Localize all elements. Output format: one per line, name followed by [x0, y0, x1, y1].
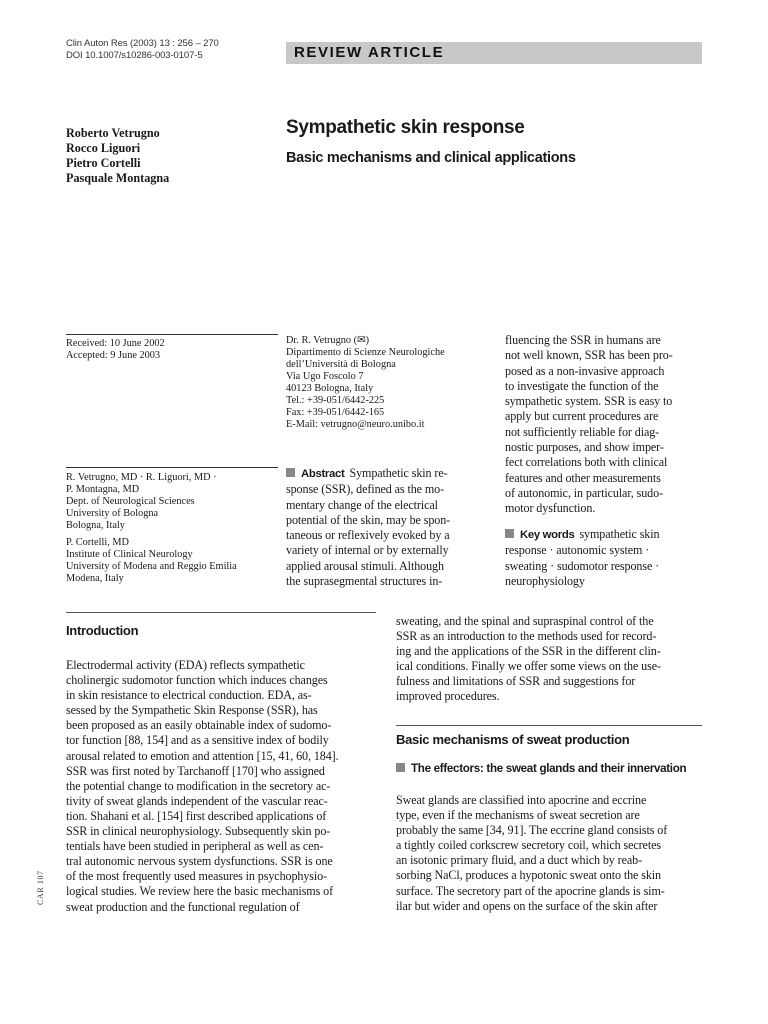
body-line: an isotonic primary fluid, and a duct which by reab-: [396, 853, 643, 868]
abstract-line: features and other measurements: [505, 470, 661, 485]
author-affiliations: [66, 472, 276, 585]
body-line: in skin resistance to electrical conduction. EDA, as-: [66, 688, 312, 703]
email-line: E-Mail: vetrugno@neuro.unibo.it: [286, 419, 425, 430]
abstract-line: sympathetic system. SSR is easy to: [505, 394, 673, 409]
received-accepted-dates: [66, 338, 276, 362]
body-line: improved procedures.: [396, 689, 500, 704]
affiliation-line: Modena, Italy: [66, 573, 124, 584]
correspondence-address: [286, 335, 486, 431]
author-name: Roberto Vetrugno: [66, 126, 160, 140]
body-line: a tightly coiled corkscrew secretory coil, which secretes: [396, 838, 661, 853]
address-line: Tel.: +39-051/6442-225: [286, 395, 385, 406]
affiliation-line: P. Cortelli, MD: [66, 537, 129, 548]
subsection-heading-effectors: [396, 762, 686, 775]
body-line: of the most frequently used measures in psychophysio-: [66, 869, 328, 884]
body-line: type, even if the mechanisms of sweat secretion are: [396, 808, 640, 823]
received-date: Received: 10 June 2002: [66, 338, 165, 349]
square-bullet-icon: [396, 763, 405, 772]
body-line: the potential change to modification in the secretory ac-: [66, 778, 331, 793]
journal-doi: DOI 10.1007/s10286-003-0107-5: [66, 50, 203, 61]
body-line: ing and the applications of the SSR in the different clin-: [396, 644, 661, 659]
introduction-body: [66, 658, 376, 915]
address-line: Dr. R. Vetrugno (✉): [286, 335, 370, 346]
abstract-line: apply but current procedures are: [505, 409, 659, 424]
divider: [396, 725, 702, 726]
divider: [66, 612, 376, 613]
abstract-label: Abstract: [301, 468, 345, 480]
square-bullet-icon: [505, 529, 514, 538]
body-line: sessed by the Sympathetic Skin Response (SSR), has: [66, 703, 318, 718]
body-line: sorbing NaCl, produces a hypotonic sweat onto the skin: [396, 868, 661, 883]
abstract-line: posed as a non-invasive approach: [505, 363, 665, 378]
body-line: SSR was first noted by Tarchanoff [170] who assigned: [66, 763, 325, 778]
abstract-line: taneous or reflexively evoked by a: [286, 528, 450, 543]
abstract-line: fluencing the SSR in humans are: [505, 333, 661, 347]
body-line: sweating, and the spinal and supraspinal control of the: [396, 614, 654, 628]
abstract-line: applied arousal stimuli. Although: [286, 558, 444, 573]
keyword-line: sweating · sudomotor response ·: [505, 558, 660, 573]
affiliation-line: Bologna, Italy: [66, 520, 125, 531]
abstract-continued: [505, 333, 702, 517]
abstract-line: fect correlations both with clinical: [505, 455, 668, 470]
body-line: been proposed as an easily obtainable index of sudomo-: [66, 718, 332, 733]
section-heading-basic-mechanisms: Basic mechanisms of sweat production: [396, 732, 630, 747]
keyword-line: response · autonomic system ·: [505, 543, 650, 558]
abstract-line: nostic purposes, and show imper-: [505, 440, 664, 455]
body-line: Sweat glands are classified into apocrine and eccrine: [396, 793, 647, 807]
sweat-glands-body: [396, 793, 702, 914]
address-line: dell’Università di Bologna: [286, 359, 396, 370]
body-line: tral autonomic nervous system dysfunctions. SSR is one: [66, 854, 333, 869]
affiliation-line: P. Montagna, MD: [66, 484, 140, 495]
body-line: SSR as an introduction to the methods used for record-: [396, 629, 657, 644]
affiliation-line: University of Modena and Reggio Emilia: [66, 561, 237, 572]
keyword-line: sympathetic skin: [579, 527, 660, 541]
address-line: Dipartimento di Scienze Neurologiche: [286, 347, 445, 358]
article-subtitle: Basic mechanisms and clinical applications: [286, 150, 576, 166]
keyword-line: neurophysiology: [505, 573, 585, 588]
author-name: Pietro Cortelli: [66, 156, 141, 170]
affiliation-line: Institute of Clinical Neurology: [66, 549, 193, 560]
body-line: fulness and limitations of SSR and suggestions for: [396, 674, 636, 689]
abstract-line: potential of the skin, may be spon-: [286, 512, 451, 527]
divider: [66, 467, 278, 468]
journal-citation: Clin Auton Res (2003) 13 : 256 – 270: [66, 38, 219, 49]
author-name: Pasquale Montagna: [66, 171, 170, 185]
body-line: logical studies. We review here the basic mechanisms of: [66, 884, 334, 899]
abstract-line: not sufficiently reliable for diag-: [505, 424, 660, 439]
body-line: arousal related to emotion and attention [15, 41, 60, 184].: [66, 748, 339, 763]
address-line: 40123 Bologna, Italy: [286, 383, 374, 394]
body-line: surface. The secretory part of the apocrine glands is sim-: [396, 883, 665, 898]
body-line: probably the same [34, 91]. The eccrine gland consists of: [396, 823, 668, 838]
abstract-line: of autonomic, in particular, sudo-: [505, 485, 663, 500]
abstract-line: motor dysfunction.: [505, 501, 596, 516]
body-line: tivity of sweat glands independent of the vascular reac-: [66, 793, 328, 808]
divider: [66, 334, 278, 335]
article-type-banner: [286, 42, 702, 64]
keywords-block: [505, 527, 702, 589]
subsection-heading-text: The effectors: the sweat glands and their innervation: [411, 762, 687, 775]
body-line: tion. Shahani et al. [154] first described applications of: [66, 808, 327, 823]
keywords-label: Key words: [520, 529, 575, 541]
abstract-line: mentary change of the electrical: [286, 497, 438, 512]
author-name: Rocco Liguori: [66, 141, 141, 155]
affiliation-line: Dept. of Neurological Sciences: [66, 496, 195, 507]
body-line: ical conditions. Finally we offer some views on the use-: [396, 659, 661, 674]
affiliation-line: R. Vetrugno, MD · R. Liguori, MD ·: [66, 472, 217, 483]
accepted-date: Accepted: 9 June 2003: [66, 350, 161, 361]
article-type-label: REVIEW ARTICLE: [294, 44, 445, 61]
abstract-line: to investigate the function of the: [505, 378, 659, 393]
abstract-block: [286, 466, 478, 589]
address-line: Via Ugo Foscolo 7: [286, 371, 364, 382]
abstract-line: variety of internal or by externally: [286, 543, 449, 558]
introduction-heading: Introduction: [66, 623, 139, 638]
author-list: [66, 126, 276, 186]
affiliation-line: University of Bologna: [66, 508, 159, 519]
abstract-line: Sympathetic skin re-: [349, 466, 448, 480]
introduction-continued: [396, 614, 702, 705]
body-line: Electrodermal activity (EDA) reflects sympathetic: [66, 658, 305, 672]
body-line: sweat production and the functional regulation of: [66, 899, 300, 914]
abstract-line: not well known, SSR has been pro-: [505, 348, 673, 363]
article-title: Sympathetic skin response: [286, 117, 525, 138]
body-line: tentials have been studied in peripheral as well as cen-: [66, 839, 324, 854]
margin-code-label: CAR 107: [36, 870, 45, 905]
body-line: cholinergic sudomotor function which induces changes: [66, 673, 328, 688]
address-line: Fax: +39-051/6442-165: [286, 407, 385, 418]
abstract-line: sponse (SSR), defined as the mo-: [286, 482, 445, 497]
body-line: tor function [88, 154] and as a sensitive index of bodily: [66, 733, 329, 748]
body-line: SSR in clinical neurophysiology. Subsequently skin po-: [66, 824, 331, 839]
square-bullet-icon: [286, 468, 295, 477]
abstract-line: the suprasegmental structures in-: [286, 574, 443, 589]
body-line: ilar but wider and opens on the surface of the skin after: [396, 898, 658, 913]
